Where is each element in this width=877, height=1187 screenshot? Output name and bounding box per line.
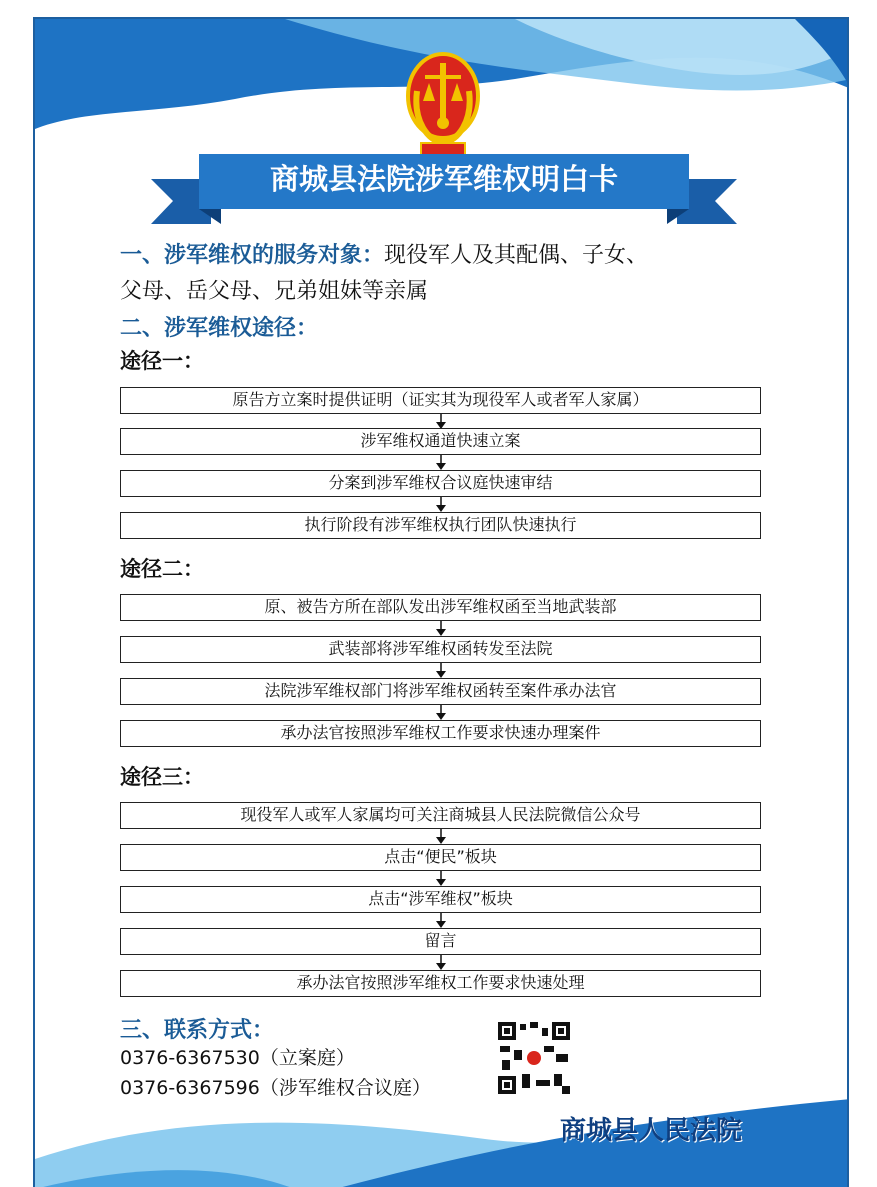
footer-court-name: 商城县人民法院: [560, 1116, 743, 1146]
path-3-step-2: 点击“便民”板块: [120, 844, 761, 871]
section1-text2: 父母、岳父母、兄弟姐妹等亲属: [120, 279, 429, 304]
poster-title: 商城县法院涉军维权明白卡: [269, 162, 618, 196]
qr-code-icon[interactable]: [496, 1020, 572, 1096]
arrow-down-icon: [436, 705, 446, 720]
arrow-down-icon: [436, 497, 446, 512]
phone-2: 0376-6367596（涉军维权合议庭）: [120, 1077, 431, 1099]
section3-heading: 三、联系方式：: [120, 1018, 275, 1043]
path-2-step-2: 武装部将涉军维权函转发至法院: [120, 636, 761, 663]
path-1-step-1: 原告方立案时提供证明（证实其为现役军人或者军人家属）: [120, 387, 761, 414]
path-3-step-4: 留言: [120, 928, 761, 955]
path-2-step-3: 法院涉军维权部门将涉军维权函转至案件承办法官: [120, 678, 761, 705]
path-1-step-3: 分案到涉军维权合议庭快速审结: [120, 470, 761, 497]
path-2-step-1: 原、被告方所在部队发出涉军维权函至当地武装部: [120, 594, 761, 621]
arrow-down-icon: [436, 871, 446, 886]
path-3-step-1: 现役军人或军人家属均可关注商城县人民法院微信公众号: [120, 802, 761, 829]
phone-1: 0376-6367530（立案庭）: [120, 1047, 355, 1069]
section1-heading: [120, 238, 648, 269]
section1-text1: 现役军人及其配偶、子女、: [384, 243, 649, 268]
arrow-down-icon: [436, 414, 446, 429]
path-3-step-5: 承办法官按照涉军维权工作要求快速处理: [120, 970, 761, 997]
arrow-down-icon: [436, 621, 446, 636]
section1-heading-text: 一、涉军维权的服务对象：: [120, 243, 385, 268]
arrow-down-icon: [436, 663, 446, 678]
path-3-step-3: 点击“涉军维权”板块: [120, 886, 761, 913]
section2-heading: 二、涉军维权途径：: [120, 316, 319, 341]
path-2-label: 途径二：: [120, 557, 204, 581]
arrow-down-icon: [436, 829, 446, 844]
path-2-step-4: 承办法官按照涉军维权工作要求快速办理案件: [120, 720, 761, 747]
path-1-step-4: 执行阶段有涉军维权执行团队快速执行: [120, 512, 761, 539]
arrow-down-icon: [436, 455, 446, 470]
arrow-down-icon: [436, 913, 446, 928]
path-1-label: 途径一：: [120, 349, 204, 373]
arrow-down-icon: [436, 955, 446, 970]
path-1-step-2: 涉军维权通道快速立案: [120, 428, 761, 455]
court-emblem-icon: [403, 51, 483, 161]
path-3-label: 途径三：: [120, 765, 204, 789]
